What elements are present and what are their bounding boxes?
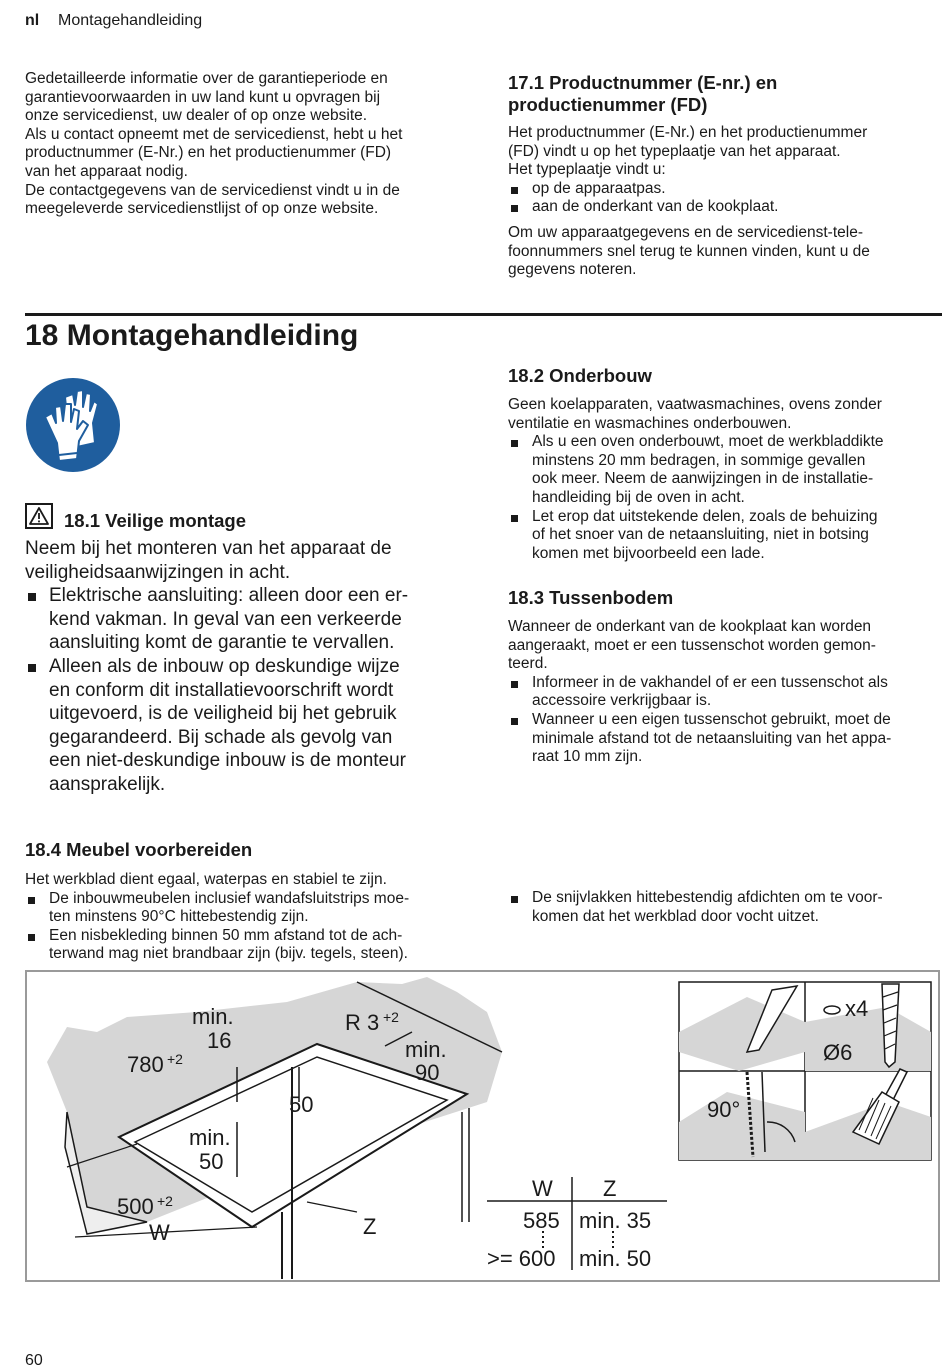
label-min16-b: 16 <box>207 1028 232 1053</box>
intro-line: Gedetailleerde informatie over de garantieperiode en <box>25 70 388 87</box>
list-item-line: terwand mag niet brandbaar zijn (bijv. tegels, steen). <box>49 945 408 963</box>
intro-line: garantievoorwaarden in uw land kunt u opvragen bij <box>25 88 381 106</box>
list-item-line: komen dat het werkblad door vocht uitzet. <box>532 907 819 925</box>
list-item <box>25 890 485 927</box>
label-w: W <box>149 1220 170 1245</box>
label-x4: x4 <box>845 996 869 1021</box>
paragraph-line: Geen koelapparaten, vaatwasmachines, ovens zonder <box>508 396 882 413</box>
paragraph-line: Neem bij het monteren van het apparaat de <box>25 538 392 559</box>
note-line: Om uw apparaatgegevens en de servicedienst-tele- <box>508 223 863 241</box>
label-90deg: 90° <box>707 1097 741 1122</box>
list-item-line: Alleen als de inbouw op deskundige wijze <box>49 655 400 677</box>
section-17-1 <box>508 72 942 280</box>
intro-line: Als u contact opneemt met de servicedienst, hebt u het <box>25 125 403 143</box>
label-500-sup: +2 <box>157 1193 173 1209</box>
warning-icon <box>25 503 55 529</box>
bullet-list <box>508 889 942 926</box>
list-item-line: Let erop dat uitstekende delen, zoals de behuizing <box>532 507 878 525</box>
list-item <box>25 584 495 655</box>
list-item-line: ook meer. Neem de aanwijzingen in de installatie- <box>532 470 874 488</box>
list-item <box>508 433 942 507</box>
section-18-1-body <box>25 537 495 797</box>
list-item <box>25 927 485 964</box>
list-item: aan de onderkant van de kookplaat. <box>508 198 942 217</box>
list-item-line: De snijvlakken hittebestendig afdichten om te voor- <box>532 889 883 906</box>
list-item-line: minimale afstand tot de netaansluiting van het appa- <box>532 729 892 747</box>
list-item-line: Als u een oven onderbouwt, moet de werkbladdikte <box>532 433 884 451</box>
section-heading: 18.3 Tussenbodem <box>508 587 674 608</box>
label-min50-a: min. <box>189 1125 231 1150</box>
chapter-rule <box>25 313 508 316</box>
bullet-list <box>508 180 942 217</box>
label-r3: R 3 <box>345 1010 380 1035</box>
cabinet-side <box>462 1108 469 1222</box>
list-item-line: gegarandeerd. Bij schade als gevolg van <box>49 726 393 748</box>
list-item-line: minstens 20 mm bedragen, in sommige gevallen <box>532 451 866 469</box>
label-z: Z <box>363 1214 377 1239</box>
list-item-line: Elektrische aansluiting: alleen door een er- <box>49 585 409 607</box>
chapter-rule <box>508 313 942 316</box>
intro-line: De contactgegevens van de servicedienst vindt u in de <box>25 181 400 199</box>
paragraph-line: aangeraakt, moet er een tussenschot worden gemon- <box>508 636 876 654</box>
list-item <box>508 508 942 564</box>
list-item <box>508 889 942 926</box>
list-item-line: of het snoer van de netaansluiting, niet in botsing <box>532 526 869 544</box>
list-item-line: handleiding bij de oven in acht. <box>532 488 745 506</box>
list-item-line: komen met bijvoorbeeld een lade. <box>532 544 765 562</box>
section-heading: 17.1 Productnummer (E-nr.) en <box>508 72 778 93</box>
section-heading: 18.2 Onderbouw <box>508 365 652 386</box>
table-cell-w: 585 <box>523 1208 560 1233</box>
list-item-line: ten minstens 90°C hittebestendig zijn. <box>49 908 309 926</box>
section-18-4-body <box>25 871 485 964</box>
intro-line: van het apparaat nodig. <box>25 162 188 180</box>
bullet-list <box>25 584 495 796</box>
table-cell-z: min. 35 <box>579 1208 652 1233</box>
list-item-line: en conform dit installatievoorschrift wordt <box>49 679 394 701</box>
detail-panels <box>679 982 931 1160</box>
list-item-line: Een nisbekleding binnen 50 mm afstand tot de ach- <box>49 926 403 944</box>
list-item: op de apparaatpas. <box>508 180 942 199</box>
table-cell-z: min. 50 <box>579 1246 652 1271</box>
bullet-list <box>508 674 942 767</box>
paragraph-line: ventilatie en wasmachines onderbouwen. <box>508 414 792 432</box>
list-item-line: De inbouwmeubelen inclusief wandafsluitstrips moe- <box>49 889 410 907</box>
label-r3-sup: +2 <box>383 1009 399 1025</box>
page-number: 60 <box>25 1352 43 1369</box>
bullet-list <box>25 890 485 964</box>
list-item-line: Informeer in de vakhandel of er een tussenschot als <box>532 673 888 691</box>
list-item-line: raat 10 mm zijn. <box>532 748 643 766</box>
label-780-sup: +2 <box>167 1051 183 1067</box>
section-18-3-body <box>508 618 942 767</box>
label-50: 50 <box>289 1092 314 1117</box>
section-18-2-body <box>508 396 942 563</box>
list-item-line: een niet-deskundige inbouw is de monteur <box>49 750 407 772</box>
section-18-4-body-right <box>508 889 942 926</box>
intro-line: onze servicedienst, uw dealer of op onze website. <box>25 107 368 125</box>
label-d6: Ø6 <box>823 1040 853 1065</box>
paragraph-line: Het typeplaatje vindt u: <box>508 161 666 179</box>
label-780: 780 <box>127 1052 164 1077</box>
protective-gloves-icon <box>25 377 121 473</box>
list-item-line: aansprakelijk. <box>49 773 166 795</box>
language-code: nl <box>25 12 40 29</box>
list-item-line: kend vakman. In geval van een verkeerde <box>49 608 402 630</box>
intro-line: productnummer (E-Nr.) en het productienummer (FD) <box>25 144 392 162</box>
table-header-z: Z <box>603 1176 617 1201</box>
label-min90-a: min. <box>405 1037 447 1062</box>
paragraph-line: Wanneer de onderkant van de kookplaat kan worden <box>508 618 872 635</box>
cutout-diagram <box>25 970 940 1282</box>
list-item-line: accessoire verkrijgbaar is. <box>532 692 712 710</box>
list-item-line: Wanneer u een eigen tussenschot gebruikt, moet de <box>532 710 891 728</box>
chapter-title: 18 Montagehandleiding <box>25 319 359 352</box>
note-line: gegevens noteren. <box>508 261 637 279</box>
list-item-line: aansluiting komt de garantie te vervallen. <box>49 632 395 654</box>
bullet-list <box>508 433 942 563</box>
section-heading: 18.4 Meubel voorbereiden <box>25 839 253 860</box>
label-min50-b: 50 <box>199 1149 224 1174</box>
table-header-w: W <box>532 1176 553 1201</box>
paragraph-line: teerd. <box>508 655 548 673</box>
section-heading: 18.1 Veilige montage <box>64 510 246 531</box>
intro-line: meegeleverde servicedienstlijst of op onze website. <box>25 200 379 218</box>
note-line: foonnummers snel terug te kunnen vinden, kunt u de <box>508 242 870 260</box>
warranty-intro <box>25 70 485 219</box>
running-header-title: Montagehandleiding <box>58 12 203 29</box>
label-500: 500 <box>117 1194 154 1219</box>
paragraph-line: (FD) vindt u op het typeplaatje van het apparaat. <box>508 142 841 160</box>
table-cell-w: >= 600 <box>487 1246 556 1271</box>
cutout-diagram-svg <box>27 972 937 1279</box>
section-heading: productienummer (FD) <box>508 94 708 115</box>
paragraph-line: veiligheidsaanwijzingen in acht. <box>25 561 291 583</box>
paragraph-line: Het werkblad dient egaal, waterpas en stabiel te zijn. <box>25 871 387 888</box>
list-item <box>25 655 495 797</box>
drill-hole-icon <box>824 1006 840 1014</box>
paragraph-line: Het productnummer (E-Nr.) en het productienummer <box>508 124 868 141</box>
list-item <box>508 711 942 767</box>
list-item <box>508 674 942 711</box>
label-min90-b: 90 <box>415 1060 440 1085</box>
label-min16-a: min. <box>192 1004 234 1029</box>
list-item-line: uitgevoerd, is de veiligheid bij het gebruik <box>49 703 397 725</box>
